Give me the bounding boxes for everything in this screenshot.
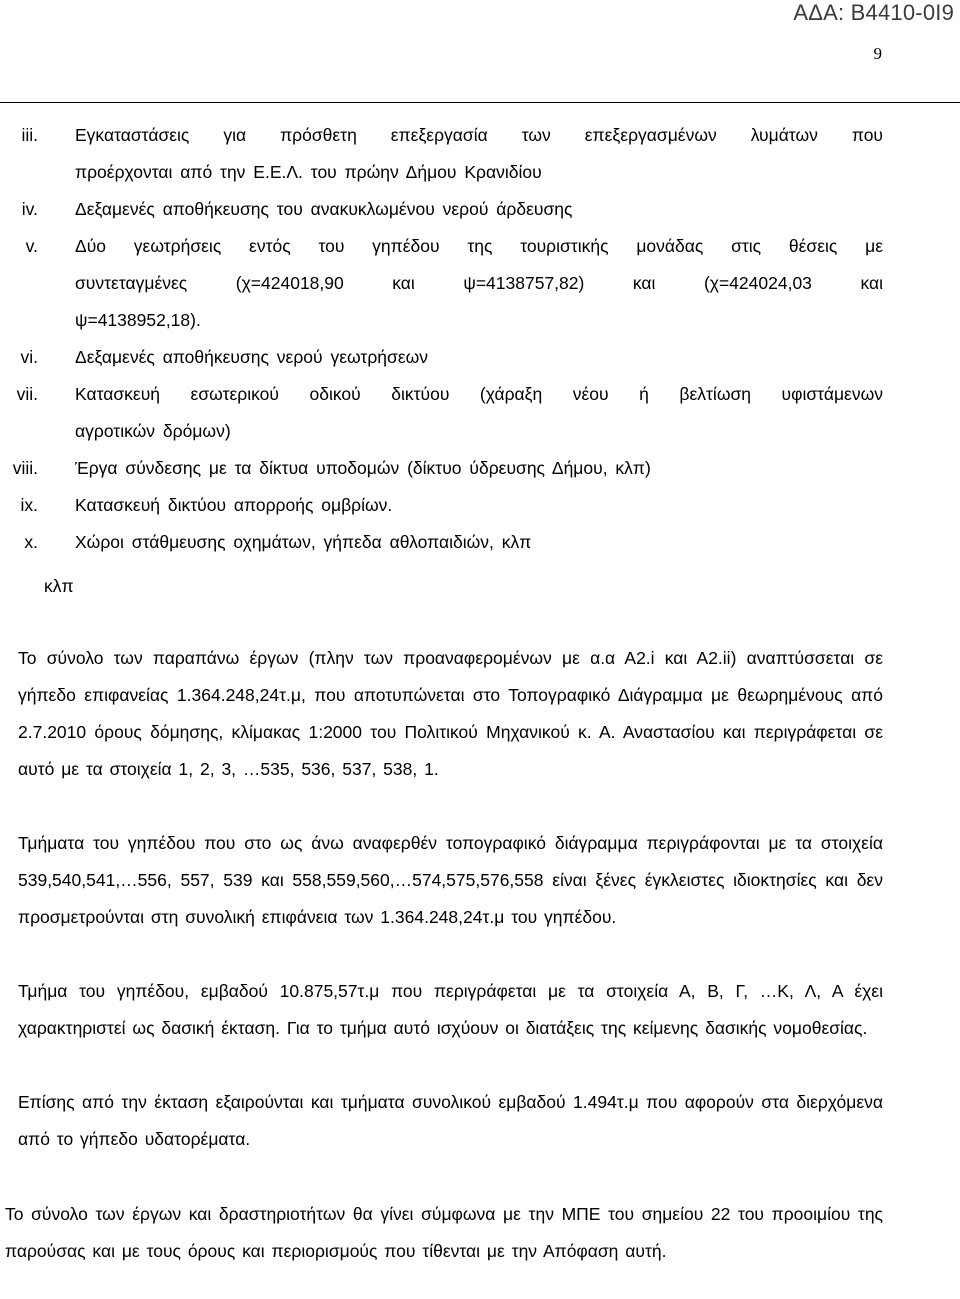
list-item-text: Εγκαταστάσεις για πρόσθετη επεξεργασία των επεξεργασμένων λυμάτων που	[75, 125, 883, 145]
list-item-text: Δεξαμενές αποθήκευσης νερού γεωτρήσεων	[75, 347, 429, 367]
list-item-number: vi.	[20, 347, 38, 367]
list-item-text: ψ=4138952,18).	[75, 310, 201, 330]
list-item-number: viii.	[12, 458, 38, 478]
list-item-number: iii.	[21, 125, 38, 145]
list-trailing-text: κλπ	[44, 576, 74, 596]
list-item-text: Κατασκευή δικτύου απορροής ομβρίων.	[75, 495, 393, 515]
list-item-number: v.	[25, 236, 38, 256]
list-item-number: iv.	[21, 199, 38, 219]
list-item-iii	[0, 117, 960, 191]
ada-code: ΑΔΑ: Β4410-0Ι9	[793, 0, 954, 25]
list-item-text: Έργα σύνδεσης με τα δίκτυα υποδομών (δίκτυο ύδρευσης Δήμου, κλπ)	[75, 458, 651, 478]
list-item-viii	[0, 450, 960, 487]
paragraph-plot-area: Το σύνολο των παραπάνω έργων (πλην των προαναφερομένων με α.α Α2.i και Α2.ii) αναπτύσσεται σε γήπεδο επιφανείας 1.364.248,24τ.μ, που αποτυπώνεται στο Τοπογραφικό Διάγραμμα με θεωρημένους από 2.7.2010 όρους δόμησης, κλίμακας 1:2000 του Πολιτικού Μηχανικού κ. Α. Αναστασίου και περιγράφεται σε αυτό με τα στοιχεία 1, 2, 3, …535, 536, 537, 538, 1.	[18, 648, 883, 779]
list-item-number: x.	[24, 532, 38, 552]
paragraph-streams-exclusion: Επίσης από την έκταση εξαιρούνται και τμήματα συνολικού εμβαδού 1.494τ.μ που αφορούν στα διερχόμενα από το γήπεδο υδατορέματα.	[18, 1092, 883, 1149]
list-item-text: Κατασκευή εσωτερικού οδικού δικτύου (χάραξη νέου ή βελτίωση υφιστάμενων	[75, 384, 883, 404]
list-item-text: Δύο γεωτρήσεις εντός του γηπέδου της τουριστικής μονάδας στις θέσεις με	[75, 236, 883, 256]
header-divider	[0, 102, 960, 103]
page-number: 9	[873, 44, 882, 63]
paragraph-conclusion: Το σύνολο των έργων και δραστηριοτήτων θα γίνει σύμφωνα με την ΜΠΕ του σημείου 22 του προοιμίου της παρούσας και με τους όρους και περιορισμούς που τίθενται με την Απόφαση αυτή.	[5, 1204, 883, 1261]
paragraph-enclosed-properties: Τμήματα του γηπέδου που στο ως άνω αναφερθέν τοπογραφικό διάγραμμα περιγράφονται με τα στοιχεία 539,540,541,…556, 557, 539 και 558,559,560,…574,575,576,558 είναι ξένες έγκλειστες ιδιοκτησίες και δεν προσμετρούνται στη συνολική επιφάνεια των 1.364.248,24τ.μ του γηπέδου.	[18, 833, 883, 927]
list-item-text: Χώροι στάθμευσης οχημάτων, γήπεδα αθλοπαιδιών, κλπ	[75, 532, 532, 552]
list-item-number: ix.	[20, 495, 38, 515]
list-item-text: συντεταγμένες (χ=424018,90 και ψ=4138757,82) και (χ=424024,03 και	[75, 273, 883, 293]
list-item-x	[0, 524, 960, 561]
list-item-iv	[0, 191, 960, 228]
list-item-text: προέρχονται από την Ε.Ε.Λ. του πρώην Δήμου Κρανιδίου	[75, 162, 542, 182]
list-item-text: Δεξαμενές αποθήκευσης του ανακυκλωμένου νερού άρδευσης	[75, 199, 573, 219]
works-list	[0, 117, 960, 561]
list-item-text: αγροτικών δρόμων)	[75, 421, 231, 441]
list-item-v	[0, 228, 960, 339]
paragraph-forest-area: Τμήμα του γηπέδου, εμβαδού 10.875,57τ.μ που περιγράφεται με τα στοιχεία Α, Β, Γ, …Κ, Λ, Α έχει χαρακτηριστεί ως δασική έκταση. Για το τμήμα αυτό ισχύουν οι διατάξεις της κείμενης δασικής νομοθεσίας.	[18, 981, 883, 1038]
list-item-vii	[0, 376, 960, 450]
list-item-vi	[0, 339, 960, 376]
list-item-number: vii.	[16, 384, 38, 404]
list-item-ix	[0, 487, 960, 524]
